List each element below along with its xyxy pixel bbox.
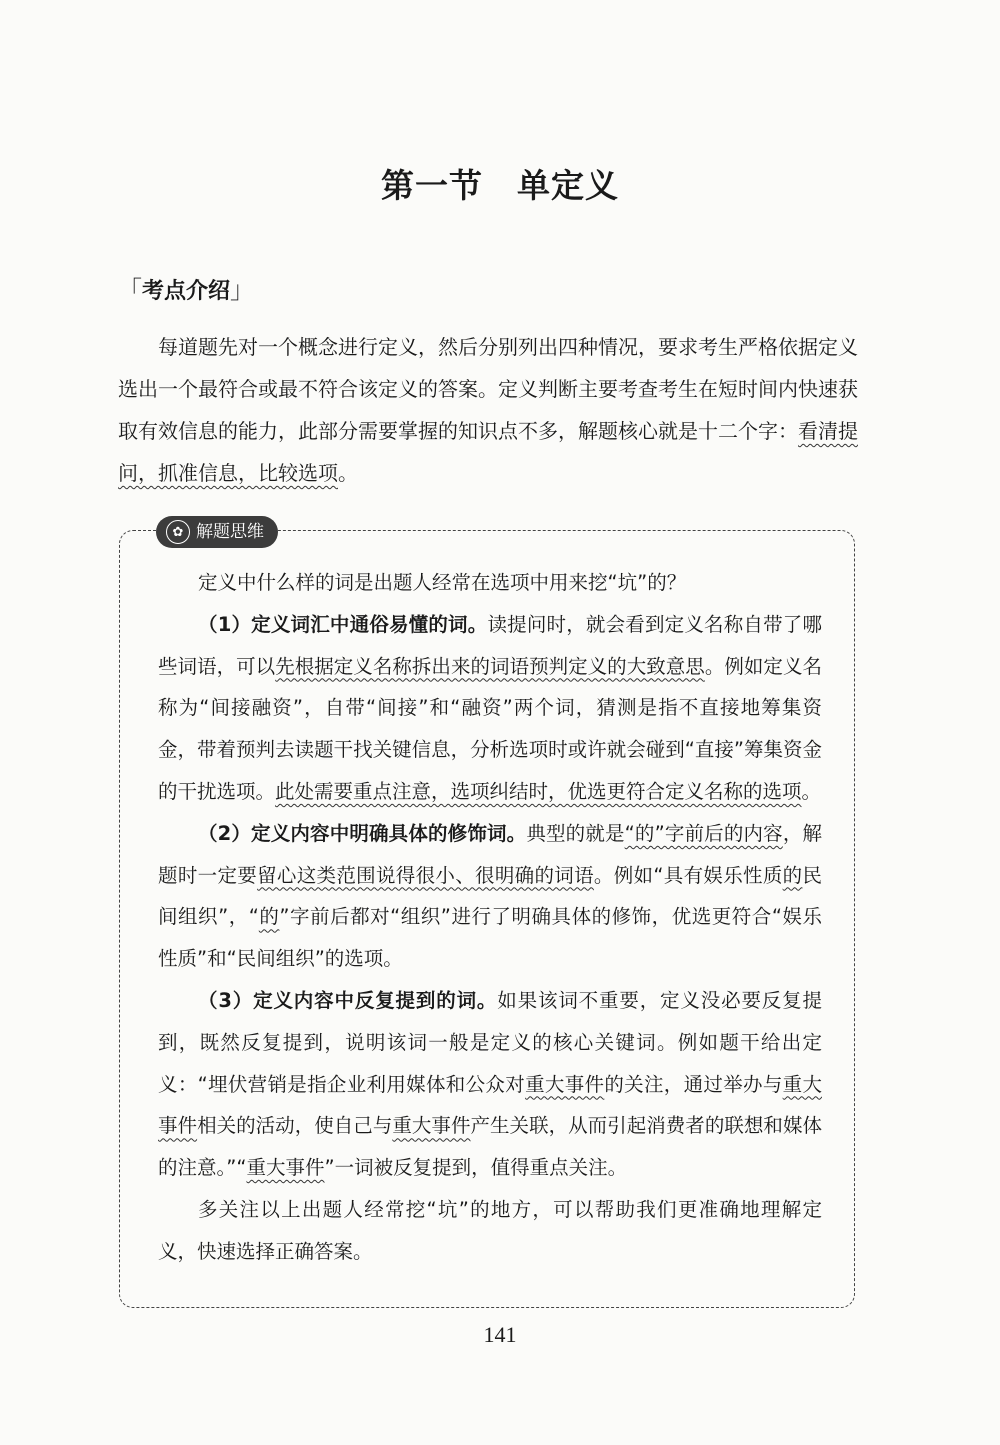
intro-emphasis: 看清提问，抓准信息，比较选项 (118, 419, 858, 485)
title-part-1: 第一节 (381, 166, 483, 205)
point-2 (158, 813, 822, 980)
bracket-left-icon: 「 (118, 276, 142, 304)
section-heading (118, 270, 254, 305)
section-heading-text: 考点介绍 (142, 279, 231, 304)
point-2-emphasis: 的 (258, 905, 280, 929)
page-title (0, 160, 1000, 207)
badge-label: 解题思维 (196, 522, 264, 542)
point-2-text: 典型的就是 (526, 821, 625, 845)
point-3-emphasis: 重大事件 (246, 1156, 325, 1180)
point-2-text: ，解题时一定要 (158, 821, 822, 887)
point-1-heading: （1）定义词汇中通俗易懂的词。 (198, 612, 488, 636)
point-1-emphasis: 先根据定义名称拆出来的词语预判定义的大致意思 (275, 654, 705, 678)
point-3-text: 如果该词不重要，定义没必要反复提到，既然反复提到，说明该词一般是定义的核心关键词。例如题干给出定义：“埋伏营销是指企业利用媒体和公众对 (158, 988, 822, 1096)
point-3-emphasis: 重大事件 (525, 1072, 605, 1096)
title-part-2: 单定义 (517, 166, 619, 205)
intro-paragraph (118, 326, 858, 494)
point-3-text: ”一词被反复提到，值得重点关注。 (324, 1156, 628, 1180)
intro-text: 每道题先对一个概念进行定义，然后分别列出四种情况，要求考生严格依据定义选出一个最符合或最不符合该定义的答案。定义判断主要考查考生在短时间内快速获取有效信息的能力，此部分需要掌握的知识点不多，解题核心就是十二个字： (118, 335, 858, 443)
point-2-text: ”字前后都对“组织”进行了明确具体的修饰，优选更符合“娱乐性质”和“民间组织”的选项。 (158, 905, 822, 971)
intro-text-end: 。 (338, 461, 358, 485)
bracket-right-icon: 」 (230, 276, 255, 304)
point-1-text: 。 (801, 779, 822, 803)
point-3-text: 产生关联，从而引起消费者的联想和媒体的注意。”“ (158, 1114, 822, 1180)
thinking-question: 定义中什么样的词是出题人经常在选项中用来挖“坑”的？ (198, 571, 687, 594)
page-number: 141 (483, 1322, 517, 1347)
point-3-emphasis: 重大事件 (392, 1114, 471, 1138)
point-1 (158, 604, 822, 813)
point-1-text: 读提问时，就会看到定义名称自带了哪些词语，可以 (158, 612, 822, 678)
point-3 (158, 980, 822, 1189)
point-1-emphasis: 此处需要重点注意，选项纠结时，优选更符合定义名称的选项 (275, 779, 802, 803)
point-3-emphasis: 重大事件 (158, 1072, 822, 1138)
gear-icon: ✿ (166, 520, 190, 544)
point-2-heading: （2）定义内容中明确具体的修饰词。 (198, 821, 527, 845)
point-3-heading: （3）定义内容中反复提到的词。 (198, 988, 498, 1012)
point-2-emphasis: “的”字前后的内容 (624, 821, 783, 845)
point-2-text: 。例如“具有娱乐性质 (593, 863, 783, 887)
point-3-text: 相关的活动，使自己与 (197, 1114, 393, 1138)
point-2-text: 民间组织”，“ (158, 863, 822, 929)
point-2-emphasis: 留心这类范围说得很小、很明确的词语 (257, 863, 594, 887)
closing-paragraph: 多关注以上出题人经常挖“坑”的地方，可以帮助我们更准确地理解定义，快速选择正确答案。 (158, 1197, 822, 1263)
thinking-badge (156, 516, 278, 548)
point-1-text: 。例如定义名称为“间接融资”，自带“间接”和“融资”两个词，猜测是指不直接地筹集资金，带着预判去读题干找关键信息，分析选项时或许就会碰到“直接”筹集资金的干扰选项。 (158, 654, 822, 803)
point-2-emphasis: 的 (782, 863, 803, 887)
point-3-text: 的关注，通过举办与 (604, 1072, 783, 1096)
thinking-content (158, 562, 822, 1273)
